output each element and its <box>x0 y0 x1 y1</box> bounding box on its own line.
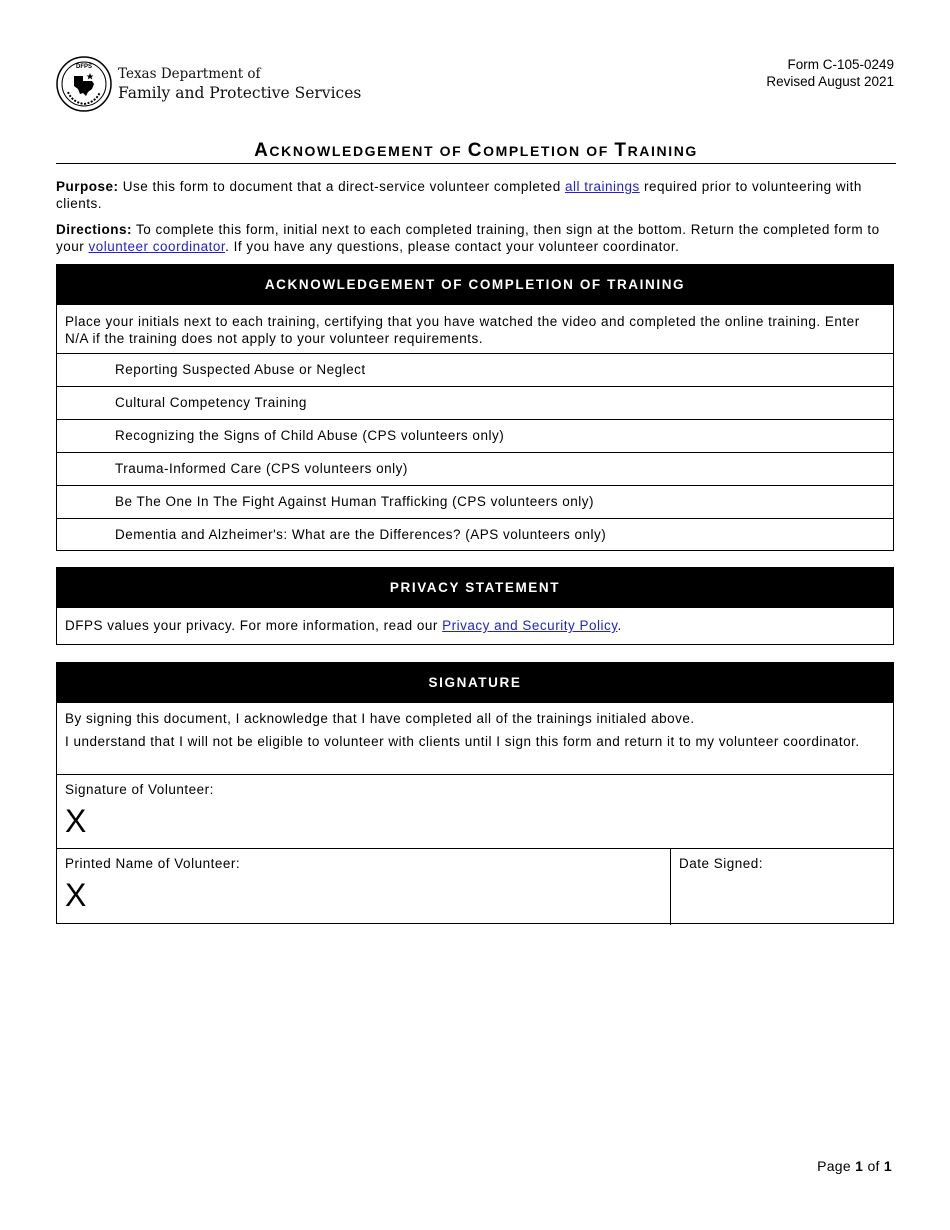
agency-logo <box>56 56 361 112</box>
training-row[interactable]: Be The One In The Fight Against Human Trafficking (CPS volunteers only) <box>57 485 893 518</box>
training-section <box>56 264 894 551</box>
signature-label: Signature of Volunteer: <box>65 782 214 797</box>
signature-section <box>56 662 894 924</box>
directions-paragraph: Directions: To complete this form, initial next to each completed training, then sign at the bottom. Return the completed form to your volunteer coordinator. If you have any questions, please contact your volunteer coordinator. <box>56 222 880 254</box>
privacy-section-header: PRIVACY STATEMENT <box>57 568 893 608</box>
training-instructions: Place your initials next to each training, certifying that you have watched the video and completed the online training. Enter N/A if the training does not apply to your volunteer requirements. <box>65 314 860 346</box>
agency-name-line1: Texas Department of <box>118 66 261 82</box>
printed-name-label: Printed Name of Volunteer: <box>65 856 241 871</box>
training-row[interactable]: Reporting Suspected Abuse or Neglect <box>57 353 893 386</box>
form-number: Form C-105-0249 <box>787 57 894 72</box>
printed-name-x-mark: X <box>65 877 87 913</box>
training-row[interactable]: Dementia and Alzheimer's: What are the Differences? (APS volunteers only) <box>57 518 893 551</box>
revision-date: Revised August 2021 <box>766 74 894 89</box>
page-title: ACKNOWLEDGEMENT OF COMPLETION OF TRAINING <box>56 140 896 164</box>
purpose-paragraph: Purpose: Use this form to document that a direct-service volunteer completed all trainings required prior to volunteering with clients. <box>56 179 862 211</box>
signature-x-mark: X <box>65 803 87 839</box>
page-number: Page 1 of 1 <box>817 1158 892 1174</box>
directions-label: Directions: <box>56 222 133 237</box>
eligibility-text: I understand that I will not be eligible to volunteer with clients until I sign this form and return it to my volunteer coordinator. <box>65 734 860 749</box>
privacy-text: DFPS values your privacy. For more information, read our Privacy and Security Policy. <box>65 618 622 633</box>
agency-name-line2: Family and Protective Services <box>118 84 362 102</box>
dfps-seal-icon <box>56 56 112 112</box>
privacy-section <box>56 567 894 645</box>
acknowledgement-text: By signing this document, I acknowledge that I have completed all of the trainings initialed above. <box>65 711 695 726</box>
signature-statement <box>57 703 893 774</box>
training-row[interactable]: Recognizing the Signs of Child Abuse (CPS volunteers only) <box>57 419 893 452</box>
privacy-policy-link[interactable]: Privacy and Security Policy <box>442 618 618 633</box>
training-row[interactable]: Trauma-Informed Care (CPS volunteers only) <box>57 452 893 485</box>
date-signed-field[interactable] <box>671 849 893 925</box>
all-trainings-link[interactable]: all trainings <box>564 179 640 194</box>
volunteer-coordinator-link[interactable]: volunteer coordinator <box>88 239 226 254</box>
form-info <box>766 56 894 90</box>
purpose-label: Purpose: <box>56 179 119 194</box>
seal-text: DFPS <box>75 64 93 70</box>
name-date-row <box>57 848 893 925</box>
signature-section-header: SIGNATURE <box>57 663 893 703</box>
printed-name-field[interactable] <box>57 849 671 925</box>
training-section-header: ACKNOWLEDGEMENT OF COMPLETION OF TRAINING <box>57 265 893 305</box>
volunteer-signature-field[interactable] <box>57 774 893 848</box>
training-row[interactable]: Cultural Competency Training <box>57 386 893 419</box>
date-signed-label: Date Signed: <box>679 856 764 871</box>
